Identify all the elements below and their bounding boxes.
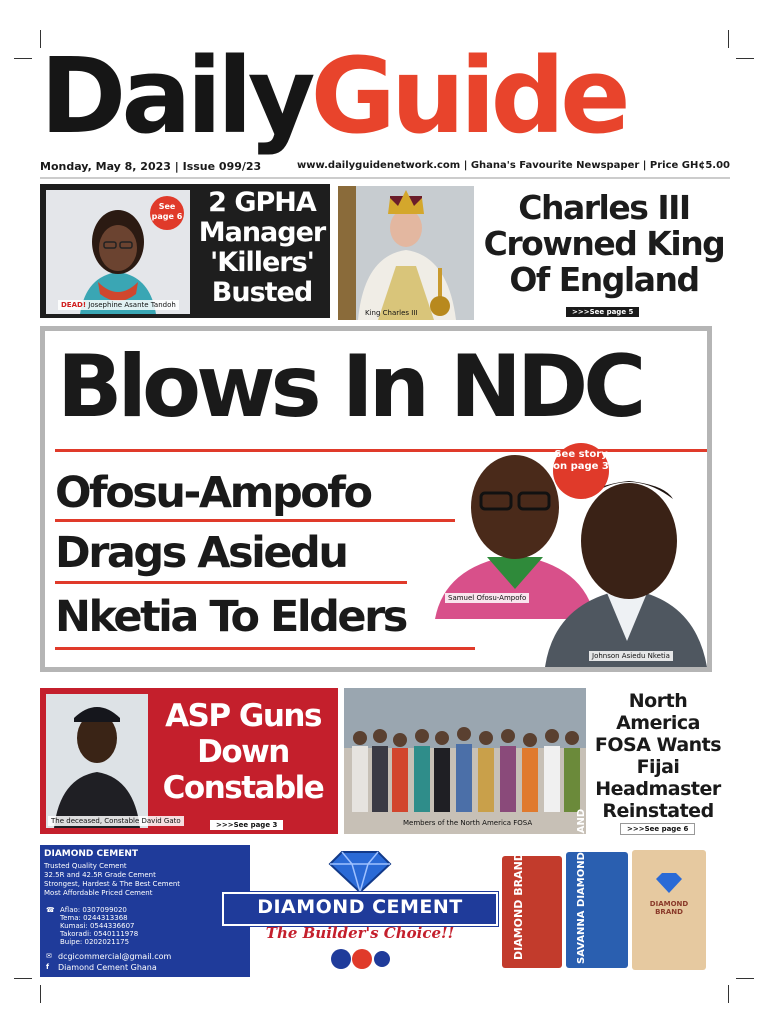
advert-slogan: The Builder's Choice!! (265, 924, 455, 942)
king-charles-photo (338, 186, 474, 320)
fosa-group-photo (344, 688, 586, 834)
charles-headline: Charles III Crowned King Of England (483, 188, 725, 299)
gpha-photo-caption (58, 300, 179, 310)
lead-story-box (40, 326, 712, 672)
man-portrait-icon (545, 471, 707, 667)
diamond-logo-icon (652, 872, 686, 894)
advert-brand: DIAMOND CEMENT (44, 849, 139, 859)
advert-line: Strongest, Hardest & The Best Cement (44, 880, 181, 888)
crop-mark (728, 985, 729, 1003)
dateline (40, 160, 730, 179)
charles-photo-caption: King Charles III (365, 309, 418, 317)
diamond-logo-icon (320, 850, 400, 894)
asp-headline: ASP Guns Down Constable (162, 698, 324, 806)
advert-line: 32.5R and 42.5R Grade Cement (44, 871, 156, 879)
lead-subhead-line-3: Nketia To Elders (55, 592, 406, 642)
advert-line: Most Affordable Priced Cement (44, 889, 153, 897)
crowned-king-icon (338, 186, 474, 320)
advert-contact: Aflao: 0307099020 (60, 906, 127, 914)
lead-subhead-line-1: Ofosu-Ampofo (55, 468, 371, 518)
email-icon: ✉ (46, 952, 52, 960)
gpha-see-page-badge: See page 6 (150, 196, 184, 230)
website-tagline-price: www.dailyguidenetwork.com | Ghana's Favourite Newspaper | Price GH¢5.00 (297, 160, 730, 171)
fosa-photo-caption: Members of the North America FOSA (403, 819, 533, 827)
advert-contact: Takoradi: 0540111978 (60, 930, 139, 938)
fosa-headline: North America FOSA Wants Fijai Headmaster Reinstated (594, 690, 722, 822)
masthead-logo (40, 35, 626, 157)
subhead-rule (55, 647, 475, 650)
advert-banner-text: DIAMOND CEMENT (257, 896, 463, 918)
asiedu-nketia-photo (545, 471, 707, 667)
logo-guide: Guide (310, 35, 626, 157)
crop-mark (14, 978, 32, 979)
caption-dead-label: DEAD! (61, 301, 87, 309)
facebook-icon: f (46, 963, 50, 971)
constable-photo (46, 694, 148, 828)
crop-mark (736, 978, 754, 979)
date-issue: Monday, May 8, 2023 | Issue 099/23 (40, 160, 262, 173)
bag-1-label: DIAMOND BRAND (512, 852, 525, 960)
lead-subhead-line-2: Drags Asiedu (55, 528, 347, 578)
asp-see-page: >>>See page 3 (210, 820, 283, 830)
fosa-see-page: >>>See page 6 (620, 823, 695, 835)
ofosu-ampofo-caption: Samuel Ofosu-Ampofo (445, 593, 529, 603)
logo-daily: Daily (40, 35, 311, 157)
charles-see-page: >>>See page 5 (566, 307, 639, 317)
bag-2-label: SAVANNA DIAMOND BRAND (576, 808, 587, 964)
crop-mark (728, 30, 729, 48)
group-photo-icon (344, 688, 586, 834)
asiedu-nketia-caption: Johnson Asiedu Nketia (589, 651, 673, 661)
subhead-rule (55, 581, 407, 584)
lead-see-story-badge: See story on page 3 (553, 443, 609, 499)
phone-icon: ☎ (46, 906, 55, 914)
cement-bag-1 (502, 856, 562, 968)
crop-mark (14, 58, 32, 59)
crop-mark (40, 985, 41, 1003)
subhead-rule (55, 519, 455, 522)
advert-contact: Tema: 0244313368 (60, 914, 128, 922)
advert-contact: Kumasi: 0544336607 (60, 922, 135, 930)
gpha-headline: 2 GPHA Manager 'Killers' Busted (198, 187, 326, 308)
crop-mark (736, 58, 754, 59)
advert-facebook: Diamond Cement Ghana (58, 963, 157, 972)
advert-contact: Buipe: 0202021175 (60, 938, 130, 946)
constable-caption: The deceased, Constable David Gato (48, 816, 184, 826)
lead-headline: Blows In NDC (57, 337, 642, 437)
advert-email: dcgicommercial@gmail.com (58, 952, 172, 961)
certification-badges-icon (330, 948, 390, 970)
certification-logos (330, 948, 390, 970)
caption-name: Josephine Asante Tandoh (88, 301, 176, 309)
headline-rule (55, 449, 707, 452)
bag-3-label: DIAMOND BRAND (649, 900, 689, 916)
police-officer-icon (46, 694, 148, 828)
advert-line: Trusted Quality Cement (44, 862, 127, 870)
